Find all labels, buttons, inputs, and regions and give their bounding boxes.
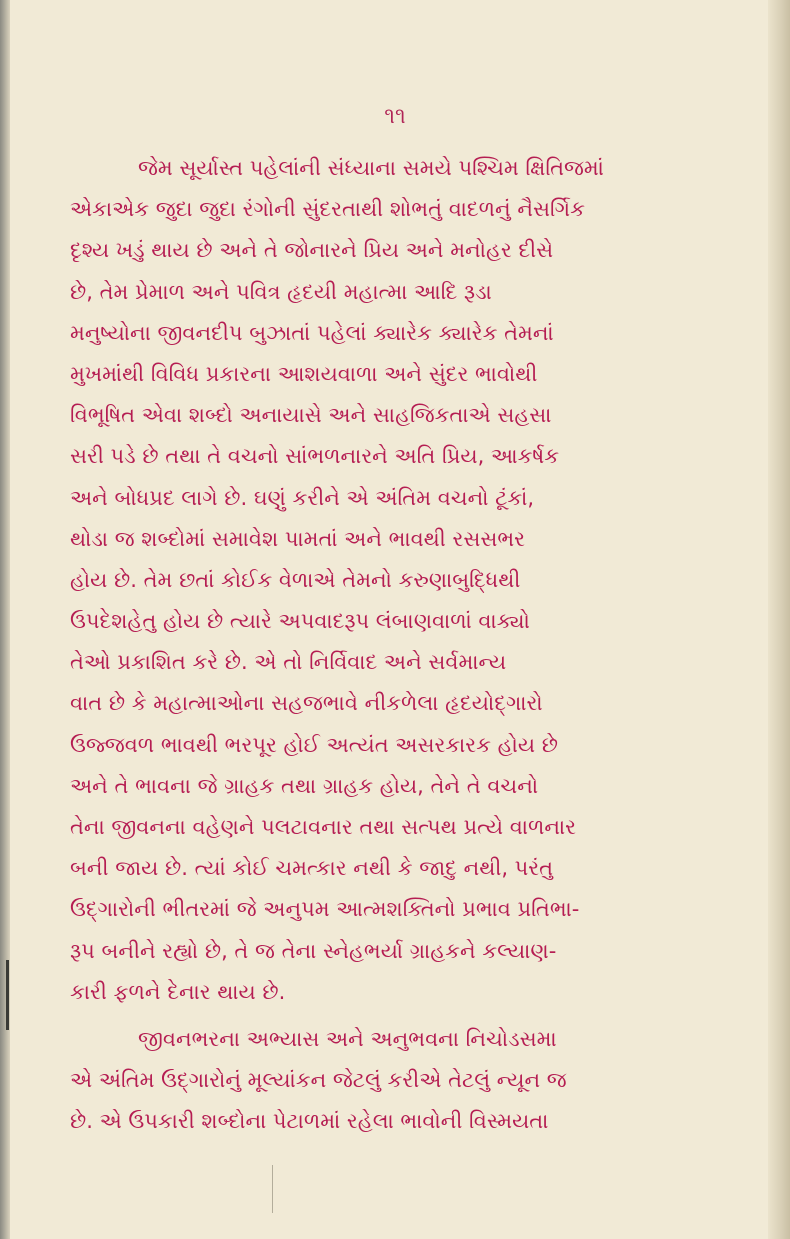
text-line: છે, તેમ પ્રેમાળ અને પવિત્ર હૃદયી મહાત્મા આદિ રૂડા	[70, 279, 492, 304]
text-line: સરી પડે છે તથા તે વચનો સાંભળનારને અતિ પ્રિય, આકર્ષક	[70, 444, 560, 469]
paragraph-2	[70, 1019, 770, 1143]
page-inner-shadow	[0, 0, 10, 1239]
pencil-mark	[272, 1165, 273, 1213]
text-line: વાત છે કે મહાત્માઓના સહજભાવે નીકળેલા હૃદયોદ્ગારો	[70, 691, 543, 716]
text-line: અને તે ભાવના જે ગ્રાહક તથા ગ્રાહક હોય, તેને તે વચનો	[70, 773, 539, 798]
text-line: મનુષ્યોના જીવનદીપ બુઝાતાં પહેલાં ક્યારેક ક્યારેક તેમનાં	[70, 320, 554, 345]
text-line: તેઓ પ્રકાશિત કરે છે. એ તો નિર્વિવાદ અને સર્વમાન્ય	[70, 650, 507, 675]
paragraph-1	[70, 148, 770, 1013]
text-line: જીવનભરના અભ્યાસ અને અનુભવના નિચોડસમા	[138, 1026, 557, 1051]
text-line: ઉદ્ગારોની ભીતરમાં જે અનુપમ આત્મશક્તિનો પ્રભાવ પ્રતિભા-	[70, 897, 580, 922]
text-line: એ અંતિમ ઉદ્ગારોનું મૂલ્યાંકન જેટલું કરીએ તેટલું ન્યૂન જ	[70, 1068, 567, 1093]
text-line: હોય છે. તેમ છતાં કોઈક વેળાએ તેમનો કરુણાબુદ્ધિથી	[70, 567, 521, 592]
text-line: ઉજ્જવળ ભાવથી ભરપૂર હોઈ અત્યંત અસરકારક હોય છે	[70, 732, 558, 757]
text-line: બની જાય છે. ત્યાં કોઈ ચમત્કાર નથી કે જાદુ નથી, પરંતુ	[70, 856, 554, 881]
body-text	[70, 148, 770, 1143]
text-line: ઉપદેશહેતુ હોય છે ત્યારે અપવાદરૂપ લંબાણવાળાં વાક્યો	[70, 609, 530, 634]
text-line: કારી ફળને દેનાર થાય છે.	[70, 979, 286, 1004]
text-line: થોડા જ શબ્દોમાં સમાવેશ પામતાં અને ભાવથી રસસભર	[70, 526, 526, 551]
page-outer-edge	[768, 0, 790, 1239]
text-line: એકાએક જુદા જુદા રંગોની સુંદરતાથી શોભતું વાદળનું નૈસર્ગિક	[70, 197, 585, 222]
text-line: અને બોધપ્રદ લાગે છે. ઘણું કરીને એ અંતિમ વચનો ટૂંકાં,	[70, 485, 535, 510]
text-line: છે. એ ઉપકારી શબ્દોના પેટાળમાં રહેલા ભાવોની વિસ્મયતા	[70, 1109, 549, 1134]
text-line: તેના જીવનના વહેણને પલટાવનાર તથા સત્પથ પ્રત્યે વાળનાર	[70, 815, 576, 839]
page-number: ૧૧	[384, 104, 406, 129]
text-line: વિભૂષિત એવા શબ્દો અનાયાસે અને સાહજિકતાએ સહસા	[70, 403, 552, 428]
text-line: દૃશ્ય ખડું થાય છે અને તે જોનારને પ્રિય અને મનોહર દીસે	[70, 238, 554, 263]
text-line: મુખમાંથી વિવિધ પ્રકારના આશયવાળા અને સુંદર ભાવોથી	[70, 361, 538, 386]
text-line: રૂપ બનીને રહ્યો છે, તે જ તેના સ્નેહભર્યા ગ્રાહકને કલ્યાણ-	[70, 938, 557, 963]
text-line: જેમ સૂર્યાસ્ત પહેલાંની સંધ્યાના સમયે પશ્ચિમ ક્ષિતિજમાં	[138, 156, 604, 180]
binding-mark	[6, 960, 9, 1030]
